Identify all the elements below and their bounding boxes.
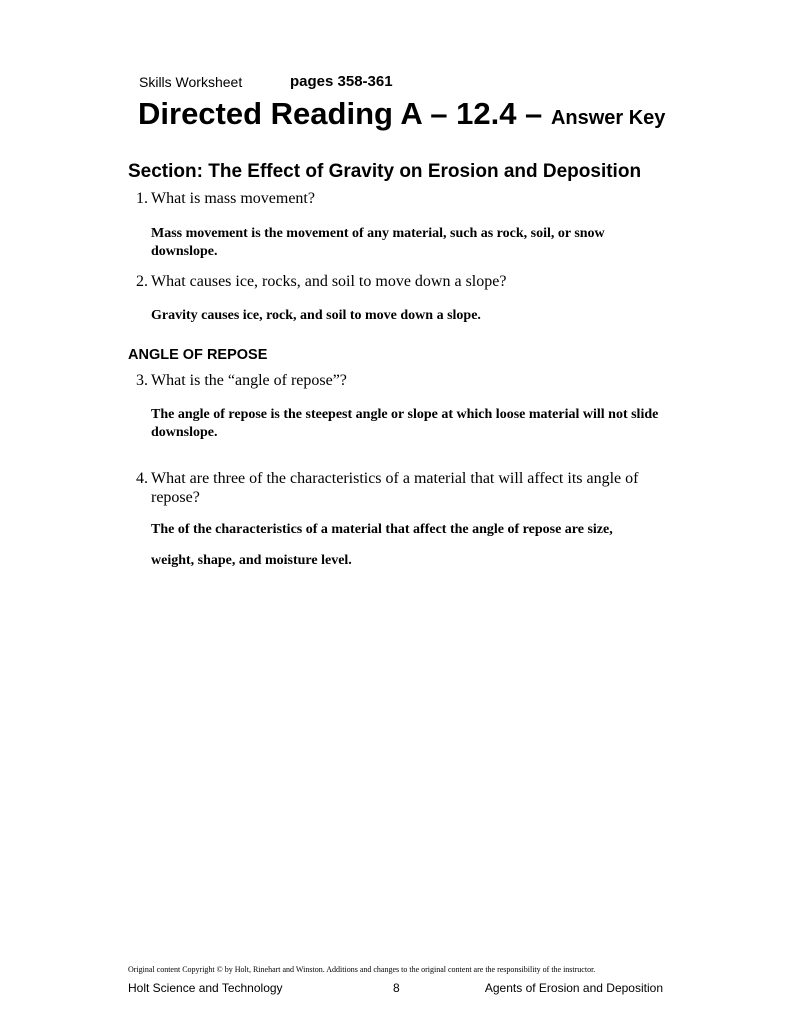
- section-title: Section: The Effect of Gravity on Erosion and Deposition: [128, 161, 642, 182]
- question-text: What causes ice, rocks, and soil to move down a slope?: [151, 273, 507, 290]
- copyright-note: Original content Copyright © by Holt, Rinehart and Winston. Additions and changes to the original content are the responsibility of the instructor.: [128, 965, 596, 974]
- answer-3: The angle of repose is the steepest angle or slope at which loose material will not slide downslope.: [151, 407, 659, 440]
- publisher: Holt Science and Technology: [128, 981, 283, 995]
- answer-4-line-2: weight, shape, and moisture level.: [151, 553, 352, 568]
- page-title: [138, 96, 665, 132]
- answer-2: Gravity causes ice, rock, and soil to move down a slope.: [151, 308, 481, 323]
- worksheet-label: Skills Worksheet: [139, 74, 243, 90]
- chapter-title: Agents of Erosion and Deposition: [484, 981, 663, 995]
- title-main: Directed Reading A – 12.4 –: [138, 96, 543, 131]
- page-range: pages 358-361: [290, 73, 393, 90]
- subheading: ANGLE OF REPOSE: [128, 347, 268, 363]
- question-text: What is the “angle of repose”?: [151, 372, 347, 389]
- question-text: What is mass movement?: [151, 190, 315, 207]
- answer-4-line-1: The of the characteristics of a material that affect the angle of repose are size,: [151, 522, 613, 537]
- title-sub: Answer Key: [550, 107, 666, 129]
- question-number: 1.: [136, 190, 148, 207]
- question-text: What are three of the characteristics of a material that will affect its angle of repose?: [151, 470, 639, 506]
- question-number: 2.: [136, 273, 148, 290]
- page-number: 8: [393, 981, 400, 995]
- question-number: 3.: [136, 372, 148, 389]
- answer-1: Mass movement is the movement of any material, such as rock, soil, or snow downslope.: [151, 226, 605, 259]
- question-number: 4.: [136, 470, 148, 487]
